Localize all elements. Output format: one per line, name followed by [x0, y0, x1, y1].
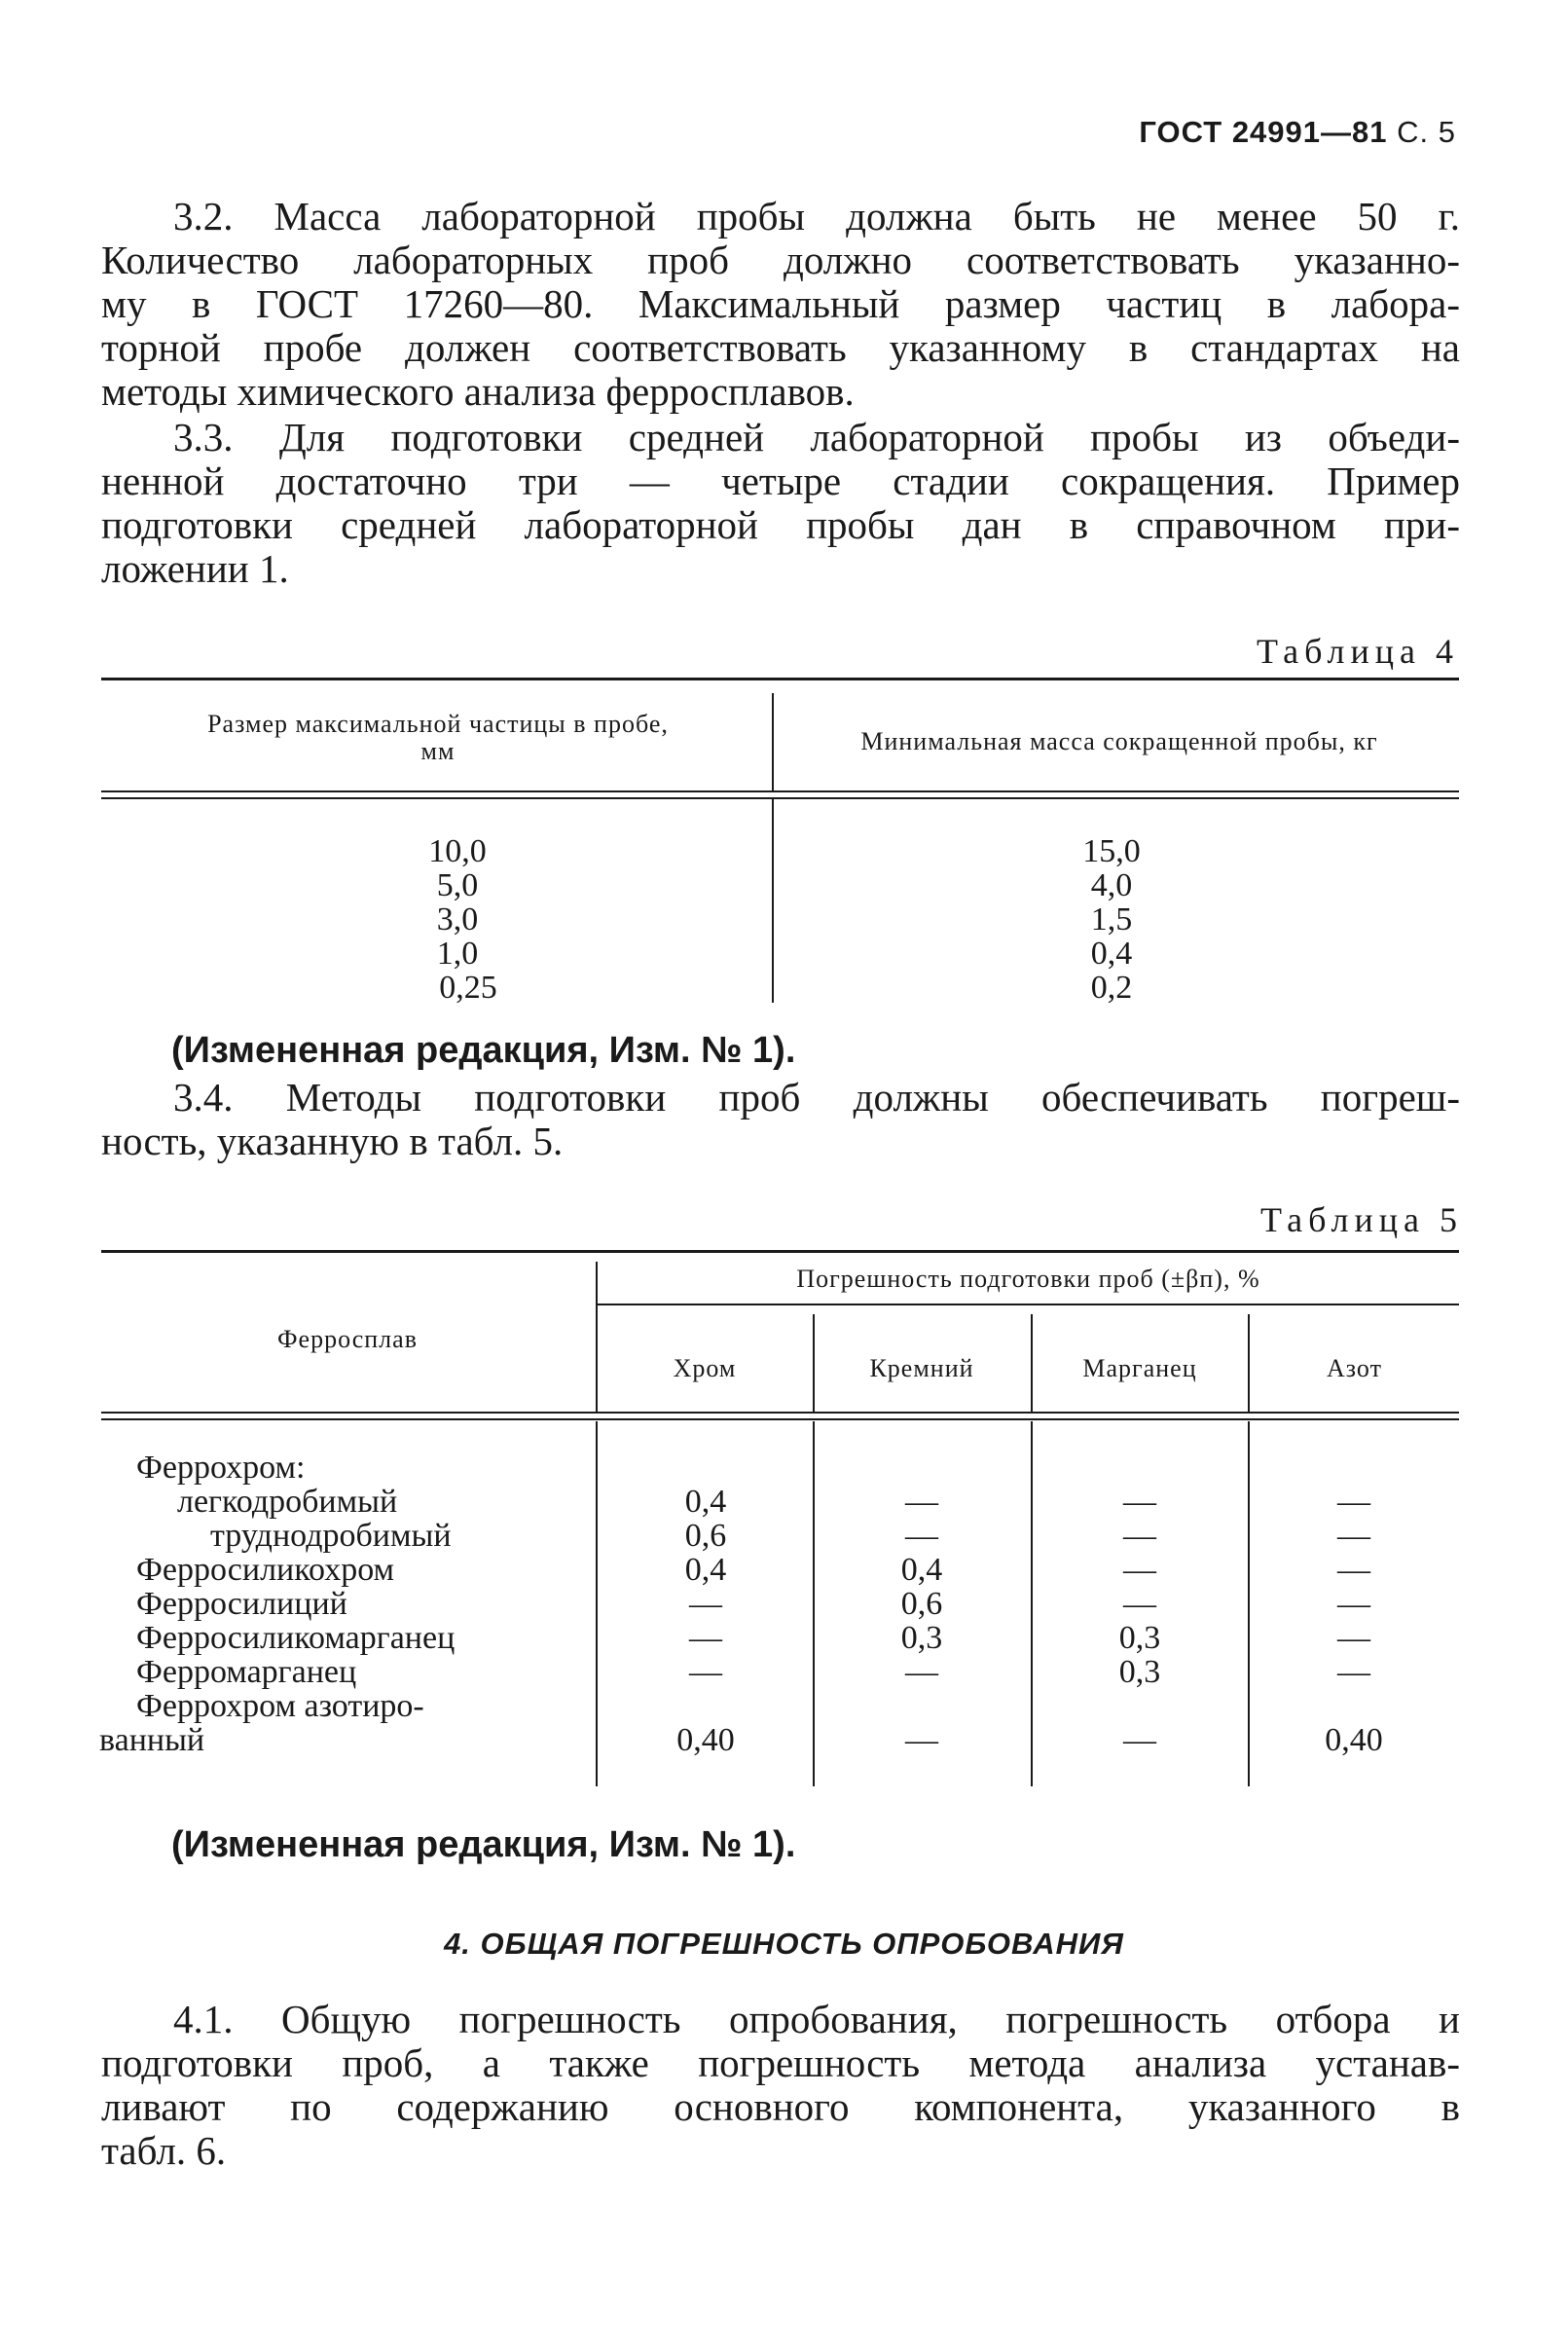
table-5-alloy-column: [99, 1450, 456, 1758]
table-4-caption: Таблица 4: [1257, 632, 1459, 671]
table-cell: —: [1123, 1552, 1156, 1588]
header-line: Размер максимальной частицы в пробе,: [207, 710, 669, 738]
text-line: табл. 6.: [101, 2128, 227, 2173]
table-4-mass-column: [1024, 834, 1199, 1005]
table-cell: 0,4: [1090, 936, 1133, 972]
text-line: Количество лабораторных проб должно соответствовать указанно-: [101, 238, 1460, 282]
table-cell: 4,0: [1090, 867, 1133, 903]
text-line: методы химического анализа ферросплавов.: [101, 369, 855, 414]
table-cell: —: [1123, 1484, 1156, 1520]
amendment-note: (Измененная редакция, Изм. № 1).: [171, 1824, 796, 1865]
table-header-rule: [101, 790, 1459, 799]
table-cell: 10,0: [428, 833, 487, 869]
page-header: [1139, 115, 1456, 150]
table-cell: —: [1337, 1518, 1370, 1554]
text-line: подготовки средней лабораторной пробы дан в справочном при-: [101, 502, 1460, 547]
text-line: ность, указанную в табл. 5.: [101, 1119, 564, 1163]
table-cell: —: [1337, 1484, 1370, 1520]
table-5-header-alloy: Ферросплав: [277, 1325, 418, 1353]
alloy-name: Феррохром азотиро-: [136, 1688, 424, 1724]
paragraph-4-1: [101, 1998, 1460, 2173]
table-5-header-manganese: Марганец: [1082, 1354, 1197, 1382]
table-cell: —: [905, 1484, 938, 1520]
text-line: ненной достаточно три — четыре стадии сокращения. Пример: [101, 459, 1460, 503]
table-cell: 1,5: [1090, 901, 1133, 937]
table-5-chrome-column: [623, 1485, 788, 1757]
table-4-size-column: [370, 834, 545, 1005]
table-cell: 0,4: [684, 1552, 727, 1588]
page-number: С. 5: [1397, 115, 1456, 149]
table-5-silicon-column: [839, 1485, 1004, 1757]
paragraph-3-2: [101, 195, 1460, 414]
text-line: 4.1. Общую погрешность опробования, погрешность отбора и: [173, 1997, 1460, 2041]
table-5-header-nitrogen: Азот: [1327, 1354, 1382, 1382]
table-cell: —: [1123, 1518, 1156, 1554]
table-cell: 0,40: [1325, 1722, 1383, 1758]
table-cell: 0,40: [676, 1722, 735, 1758]
amendment-note: (Измененная редакция, Изм. № 1).: [171, 1030, 796, 1071]
table-cell: 0,4: [684, 1484, 727, 1520]
table-cell: 0,3: [1118, 1620, 1161, 1656]
table-cell: 0,6: [900, 1586, 943, 1622]
table-cell: —: [1123, 1722, 1156, 1758]
table-top-rule: [101, 678, 1459, 680]
table-5-caption: Таблица 5: [1260, 1200, 1463, 1239]
text-line: 3.4. Методы подготовки проб должны обеспечивать погреш-: [173, 1075, 1460, 1120]
column-divider: [596, 1421, 598, 1786]
table-cell: —: [1337, 1620, 1370, 1656]
table-cell: 0,4: [900, 1552, 943, 1588]
table-cell: —: [905, 1518, 938, 1554]
table-5-header-chrome: Хром: [673, 1354, 737, 1382]
paragraph-3-3: [101, 416, 1460, 591]
table-cell: —: [1337, 1552, 1370, 1588]
text-line: му в ГОСТ 17260—80. Максимальный размер частиц в лабора-: [101, 281, 1460, 326]
alloy-name: ванный: [99, 1722, 205, 1758]
table-cell: —: [689, 1620, 722, 1656]
text-line: торной пробе должен соответствовать указанному в стандартах на: [101, 325, 1460, 370]
column-divider: [772, 798, 774, 1003]
standard-number: ГОСТ 24991—81: [1139, 115, 1388, 149]
text-line: 3.3. Для подготовки средней лабораторной пробы из объеди-: [173, 415, 1460, 459]
alloy-group-label: Феррохром:: [136, 1450, 306, 1486]
table-5-header-silicon: Кремний: [869, 1354, 974, 1382]
column-divider: [813, 1421, 815, 1786]
table-cell: —: [905, 1654, 938, 1690]
section-4-title: 4. ОБЩАЯ ПОГРЕШНОСТЬ ОПРОБОВАНИЯ: [444, 1927, 1124, 1961]
alloy-name: Ферросиликохром: [136, 1552, 395, 1588]
column-divider: [1248, 1421, 1250, 1786]
table-cell: 0,25: [439, 970, 497, 1006]
alloy-name: Ферромарганец: [136, 1654, 357, 1690]
table-cell: —: [905, 1722, 938, 1758]
table-cell: —: [1337, 1654, 1370, 1690]
table-cell: —: [689, 1586, 722, 1622]
table-cell: 15,0: [1082, 833, 1141, 869]
paragraph-3-4: [101, 1076, 1460, 1163]
table-4-header-mass: Минимальная масса сокращенной пробы, кг: [860, 727, 1378, 755]
table-cell: —: [1337, 1586, 1370, 1622]
alloy-name: труднодробимый: [210, 1518, 452, 1554]
table-cell: 5,0: [436, 867, 479, 903]
table-cell: 1,0: [436, 936, 479, 972]
table-cell: —: [1123, 1586, 1156, 1622]
table-top-rule: [101, 1250, 1459, 1253]
table-cell: 3,0: [436, 901, 479, 937]
column-divider: [772, 693, 774, 790]
table-5-manganese-column: [1057, 1485, 1222, 1757]
table-5-header-group: Погрешность подготовки проб (±βп), %: [796, 1265, 1260, 1293]
text-line: 3.2. Масса лабораторной пробы должна быть не менее 50 г.: [173, 194, 1460, 239]
alloy-name: Ферросилиций: [136, 1586, 347, 1622]
column-divider: [1031, 1421, 1033, 1786]
table-cell: —: [689, 1654, 722, 1690]
table-cell: 0,2: [1090, 970, 1133, 1006]
header-line: мм: [420, 737, 456, 765]
group-header-rule: [596, 1304, 1459, 1305]
table-header-rule: [101, 1412, 1459, 1420]
text-line: ливают по содержанию основного компонента, указанного в: [101, 2084, 1460, 2129]
alloy-name: Ферросиликомарганец: [136, 1620, 456, 1656]
table-cell: 0,6: [684, 1518, 727, 1554]
text-line: подготовки проб, а также погрешность метода анализа устанав-: [101, 2040, 1460, 2085]
alloy-name: легкодробимый: [177, 1484, 398, 1520]
table-4-header-size: [107, 711, 769, 765]
table-cell: 0,3: [1118, 1654, 1161, 1690]
text-line: ложении 1.: [101, 546, 289, 591]
table-cell: 0,3: [900, 1620, 943, 1656]
table-5-nitrogen-column: [1271, 1485, 1437, 1757]
